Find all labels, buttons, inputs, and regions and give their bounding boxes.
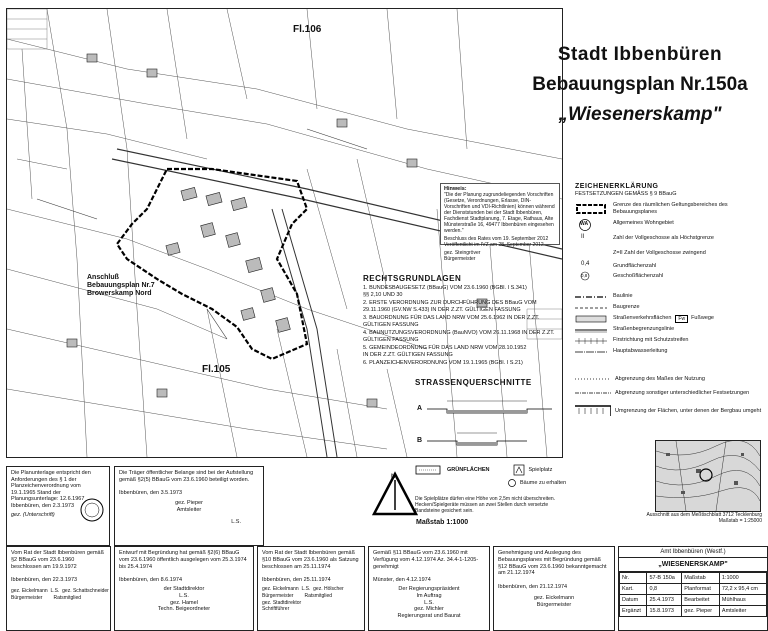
flur-106-label: Fl.106: [293, 24, 322, 35]
notice-body: "Die der Planung zugrundeliegenden Vorschriften (Gesetze, Verordnungen, Erlasse, DIN-Vorschriften und VDI-Richtlinien) können während der Dienststunden bei der Stadt Ibbenbüren, Fachdienst Stadtplanung, 7. Etage, Rathaus, Alte Münsterstraße 16, 49477 Ibbenbüren eingesehen werden.": [444, 192, 555, 234]
approval-public-display: Entwurf mit Begründung hat gemäß §2(6) BBauG vom 23.6.1960 öffentlich ausgelegen vom 25.3.1974 bis 25.4.1974 Ibbenbüren, den 8.6.1974 der Stadtdirektor L.S. gez. Hamel Techn. Beigeordneter: [114, 546, 254, 631]
legend-item: Baulinie: [575, 291, 763, 302]
notice-box: [440, 183, 560, 262]
tree-icon: [507, 478, 517, 488]
table-row: Ergänzt 15.8.1973 gez. Pieper Amtsleiter: [620, 606, 767, 617]
legend-item: Grenze des räumlichen Geltungsbereiches des Bebauungsplanes: [575, 201, 763, 216]
profiles-title: STRASSENQUERSCHNITTE: [415, 378, 532, 387]
plan-name: „Wiesenerskamp": [558, 104, 722, 125]
notice-published: Veröffentlicht im IVZ am 28. September 2012: [444, 242, 544, 248]
legend-item: Baugrenze: [575, 302, 763, 313]
legend-item: 0,4 Grundflächenzahl: [581, 261, 657, 269]
table-row: Kart. 0,8 Planformat 72,2 x 95,4 cm: [620, 584, 767, 595]
city-title: Stadt Ibbenbüren: [557, 44, 723, 65]
legend-item: 0,8 Geschoßflächenzahl: [575, 271, 763, 281]
legal-basis-title: RECHTSGRUNDLAGEN: [363, 274, 462, 283]
office-header: Amt Ibbenbüren (Westf.): [619, 547, 767, 558]
legend-item: WA Allgemeines Wohngebiet: [575, 216, 763, 231]
legend-item: Straßenverkehrsflächen Fw Fußwege: [575, 313, 763, 324]
official-seal: [79, 497, 105, 523]
notice-decision: Beschluss des Rates vom 19. September 2012: [444, 236, 549, 242]
legend-heading: ZEICHENERKLÄRUNG: [575, 183, 659, 190]
footway-code: Fw: [675, 315, 688, 323]
location-map-caption: Ausschnitt aus dem Meßtischblatt 3712 Tecklenburg Maßstab = 1:25000: [646, 512, 762, 524]
legend-item: II Zahl der Vollgeschosse als Höchstgrenze: [581, 233, 714, 242]
legend-item: Straßenbegrenzungslinie: [575, 324, 763, 335]
approval-council-decision: Vom Rat der Stadt Ibbenbüren gemäß §2 BBauG vom 23.6.1960 beschlossen am 19.9.1972 Ibbenbüren, den 22.3.1973 gez. Eickelmann L.S. gez. Schattschneider Bürgermeister Ratsmitglied: [6, 546, 111, 631]
north-label: N: [391, 474, 396, 480]
mining-area-symbol: [575, 404, 611, 418]
profile-a-label: A: [417, 405, 423, 412]
baugrenze-symbol: [575, 303, 607, 313]
approval-publication: Genehmigung und Auslegung des Bebauungsplanes mit Begründung gemäß §12 BBauG vom 23.6.1960 bekanntgemacht am 21.12.1974 Ibbenbüren, den 21.12.1974 gez. Eickelmann Bürgermeister: [493, 546, 615, 631]
street-profiles: [415, 378, 575, 457]
green-areas-legend: GRÜNFLÄCHEN Spielplatz Bäume zu erhalten Die Spielplätze dürfen eine Höhe von 2,5m nicht überschreiten. Hecken/Spielgeräte müssen an zwei Stellen durch versetzte Bandsteine gesichert sein.: [415, 462, 570, 514]
survey-certificate: Die Planunterlage entspricht den Anforderungen des § 1 der Planzeichenverordnung vom 19.1.1965 Stand der Planungsunterlage: 12.6.1967 Ibbenbüren, den 2.3.1973 gez. (Unterschrift): [6, 466, 110, 546]
scale-label: Maßstab 1:1000: [416, 519, 469, 526]
gfz-symbol: 0,8: [581, 273, 588, 278]
legend-continued: Abgrenzung des Maßes der Nutzung Abgrenzung sonstiger unterschiedlicher Festsetzungen Umgrenzung der Flächen, unter denen der Bergbau umgeht: [575, 372, 765, 422]
street-symbol: [575, 314, 607, 324]
boundary-symbol: [575, 204, 607, 214]
notice-signer: gez. Steingröver: [444, 250, 481, 256]
connection-label: Anschluß Bebauungsplan Nr.7 Browerskamp Nord: [87, 274, 155, 297]
legend-subheading: FESTSETZUNGEN GEMÄSS § 9 BBauG: [575, 191, 677, 197]
table-row: Nr. 57-B 150a Maßstab 1:1000: [620, 573, 767, 584]
notice-role: Bürgermeister: [444, 256, 476, 262]
nutzung-boundary-symbol: [575, 374, 611, 384]
legend-item: Firstrichtung mit Schutzstreifen: [575, 335, 763, 346]
playground-icon: [513, 464, 525, 476]
plan-metadata: [619, 572, 767, 617]
plan-short-name: „WIESENERSKAMP": [619, 558, 767, 572]
agency-participation: Die Träger öffentlicher Belange sind bei der Aufstellung gemäß §2(5) BBauG vom 23.6.1960 beteiligt worden. Ibbenbüren, den 3.5.1973 L.S. gez. Pieper Amtsleiter: [114, 466, 264, 546]
legend-item: Hauptabwasserleitung: [575, 346, 763, 357]
wa-symbol: WA: [575, 219, 607, 229]
flur-105-label: Fl.105: [202, 364, 231, 375]
green-area-symbol: [415, 464, 441, 476]
street-boundary-symbol: [575, 325, 607, 335]
profile-b-drawing: [427, 429, 557, 451]
legend: [575, 183, 763, 357]
profile-a-drawing: [427, 397, 557, 419]
baulinie-symbol: [575, 292, 607, 302]
approval-government: Gemäß §11 BBauG vom 23.6.1960 mit Verfügung vom 4.12.1974 Az. 34.4-1-1205- genehmigt Münster, den 4.12.1974 Der Regierungspräsident Im Auftrag L.S. gez. Michler Regierungsrat und Baurat: [368, 546, 490, 631]
plan-title: Bebauungsplan Nr.150a: [532, 74, 748, 95]
other-boundary-symbol: [575, 388, 611, 398]
sewer-symbol: [575, 347, 607, 357]
approval-statute: Vom Rat der Stadt Ibbenbüren gemäß §10 BBauG vom 23.6.1960 als Satzung beschlossen am 25.11.1974 Ibbenbüren, den 25.11.1974 gez. Eickelmann L.S. gez. Hölscher Bürgermeister Ratsmitglied gez. Stadtdirektor Schriftführer: [257, 546, 365, 631]
north-arrow-icon: [372, 470, 418, 516]
legend-item: Z=II Zahl der Vollgeschosse zwingend: [613, 250, 706, 257]
notice-title: Hinweis:: [444, 186, 467, 192]
profile-b-label: B: [417, 437, 423, 444]
legal-basis: RECHTSGRUNDLAGEN 1. BUNDESBAUGESETZ (BBauG) VOM 23.6.1960 (BGBl. I S.341) §§ 2,10 UND 30 2. ERSTE VERORDNUNG ZUR DURCHFÜHRUNG DES BBauG VOM 29.11.1960 (GV.NW S.433) IN DER Z.ZT. GÜLTIGEN FASSUNG 3. BAUORDNUNG FÜR DAS LAND NRW VOM 25.6.1962 IN DER Z.ZT. GÜLTIGEN FASSUNG 4. BAUNUTZUNGSVERORDNUNG (BauNVO) VOM 26.11.1968 IN DER Z.ZT. GÜLTIGEN FASSUNG 5. GEMEINDEORDNUNG FÜR DAS LAND NRW VOM 28.10.1952 IN DER Z.ZT. GÜLTIGEN FASSUNG 6. PLANZEICHENVERORDNUNG VOM 19.1.1965 (BGBl. I S.21): [363, 276, 568, 367]
plan-info-table: [618, 546, 768, 631]
ridge-symbol: [575, 336, 607, 346]
title-block: [520, 40, 760, 126]
table-row: Datum 25.4.1973 Bearbeitet Mühlhaus: [620, 595, 767, 606]
